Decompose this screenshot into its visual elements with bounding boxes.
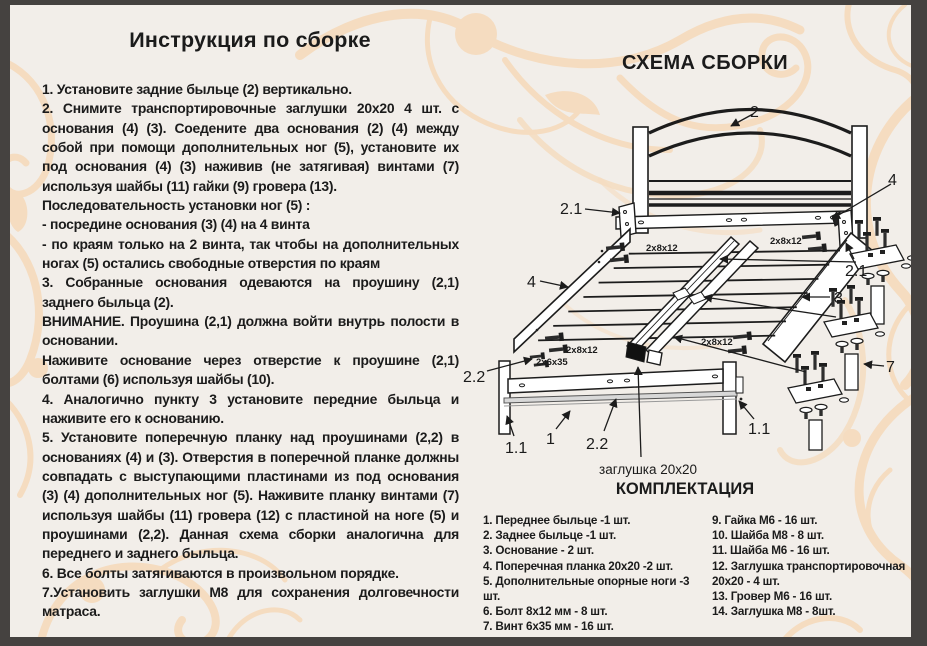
parts-title: КОМПЛЕКТАЦИЯ	[615, 480, 755, 498]
parts-item: 14. Заглушка М8 - 8шт.	[712, 605, 836, 619]
instruction-step: ВНИМАНИЕ. Проушина (2,1) должна войти внутрь полости в основании.	[42, 313, 459, 349]
bolt-spec-label: 2х8х12	[770, 236, 802, 247]
parts-item: 5. Дополнительные опорные ноги -3 шт.	[483, 574, 690, 604]
bolt-spec-label: 2х8х12	[701, 337, 733, 348]
page-border-right	[911, 0, 927, 646]
cross-plank-drawing	[626, 237, 758, 365]
diagram-title: СХЕМА СБОРКИ	[621, 52, 789, 74]
parts-item: 3. Основание - 2 шт.	[483, 544, 594, 558]
instruction-step: 6. Все болты затягиваются в произвольном порядке.	[42, 564, 399, 581]
instruction-step: - посредине основания (3) (4) на 4 винта	[42, 216, 310, 233]
diagram-label-leg-assembly: 7	[886, 359, 895, 376]
cap-note-label: заглушка 20х20	[599, 462, 698, 477]
diagram-label-base-right: 3	[834, 290, 843, 307]
parts-column-right	[712, 513, 918, 619]
parts-item: 11. Шайба М6 - 16 шт.	[712, 544, 830, 558]
parts-item: 4. Поперечная планка 20х20 -2 шт.	[483, 559, 673, 573]
parts-column-left	[483, 513, 707, 635]
instruction-step: 7.Установить заглушки М8 для сохранения долговечности матраса.	[42, 583, 459, 620]
screw-spec-label: 2х6х35	[536, 357, 568, 368]
page-border-bottom	[0, 637, 927, 646]
instructions-text	[42, 80, 459, 622]
diagram-label-lug-right: 2.1	[845, 263, 868, 280]
page-border-left	[0, 0, 10, 646]
diagram-label-front-board: 1	[546, 431, 555, 448]
instruction-step: 4. Аналогично пункту 3 установите передние быльца и наживите его к основанию.	[42, 390, 459, 426]
parts-item: 9. Гайка М6 - 16 шт.	[712, 514, 818, 527]
diagram-label-cross-plank-center: 2.2	[586, 436, 609, 453]
instruction-step: 1. Установите задние быльце (2) вертикально.	[42, 81, 352, 97]
instruction-step: 2. Снимите транспортировочные заглушки 20х20 4 шт. с основания (4) (3). Соедените два основания (2) (4) между собой при помощи дополнительных ног (5), установите их под основания (4) (3) наживив (не затягивая) винтами (7) используя шайбы (11) гайки (9) гровера (13).	[42, 100, 459, 194]
parts-item: 7. Винт 6х35 мм - 16 шт.	[483, 620, 614, 634]
parts-item: 12. Заглушка транспортировочная 20х20 - 4 шт.	[712, 559, 906, 588]
diagram-label-cross-plank-left: 2.2	[463, 369, 486, 386]
page-title: Инструкция по сборке	[129, 28, 371, 52]
parts-item: 13. Гровер М6 - 16 шт.	[712, 590, 833, 604]
diagram-label-front-leg-left: 1.1	[505, 440, 528, 457]
diagram-label-base-bracket: 4	[888, 172, 897, 189]
bolt-spec-label: 2х8х12	[566, 345, 598, 356]
page-border-top	[0, 0, 927, 5]
diagram-label-lug-left: 2.1	[560, 201, 583, 218]
parts-item: 10. Шайба М8 - 8 шт.	[712, 529, 824, 543]
instruction-step: - по краям только на 2 винта, так чтобы на дополнительных ногах (5) остались свободные отверстия по краям	[42, 235, 459, 272]
bolt-spec-label: 2х8х12	[646, 243, 678, 254]
instruction-step: 3. Собранные основания одеваются на проушину (2,1) заднего быльца (2).	[42, 274, 459, 310]
parts-item: 6. Болт 8х12 мм - 8 шт.	[483, 605, 608, 619]
white-cap-20x20	[647, 350, 662, 365]
headboard-drawing	[616, 110, 867, 239]
diagram-label-base-left: 4	[527, 274, 536, 291]
diagram-label-front-leg-right: 1.1	[748, 421, 771, 438]
instruction-step: Последовательность установки ног (5) :	[42, 197, 311, 214]
parts-item: 1. Переднее быльце -1 шт.	[483, 514, 631, 527]
diagram-label-headboard: 2	[750, 104, 759, 121]
instruction-step: Наживите основание через отверстие к проушине (2,1) болтами (6) используя шайбы (10).	[42, 351, 459, 388]
instruction-step: 5. Установите поперечную планку над проушинами (2,2) в основаниях (4) и (3). Отверстия в поперечной планке должны совпадать с выступающими пластинами из под основания (3) (4) дополнительных ног (5). Наживите планку винтами (7) используя шайбы (11) гровера (12) с пластиной на ноге (5) и проушинами (2,2). Данная схема сборки аналогична для переднего и заднего быльца.	[42, 429, 459, 562]
parts-item: 2. Заднее быльце -1 шт.	[483, 529, 617, 543]
footboard-drawing	[499, 361, 744, 434]
